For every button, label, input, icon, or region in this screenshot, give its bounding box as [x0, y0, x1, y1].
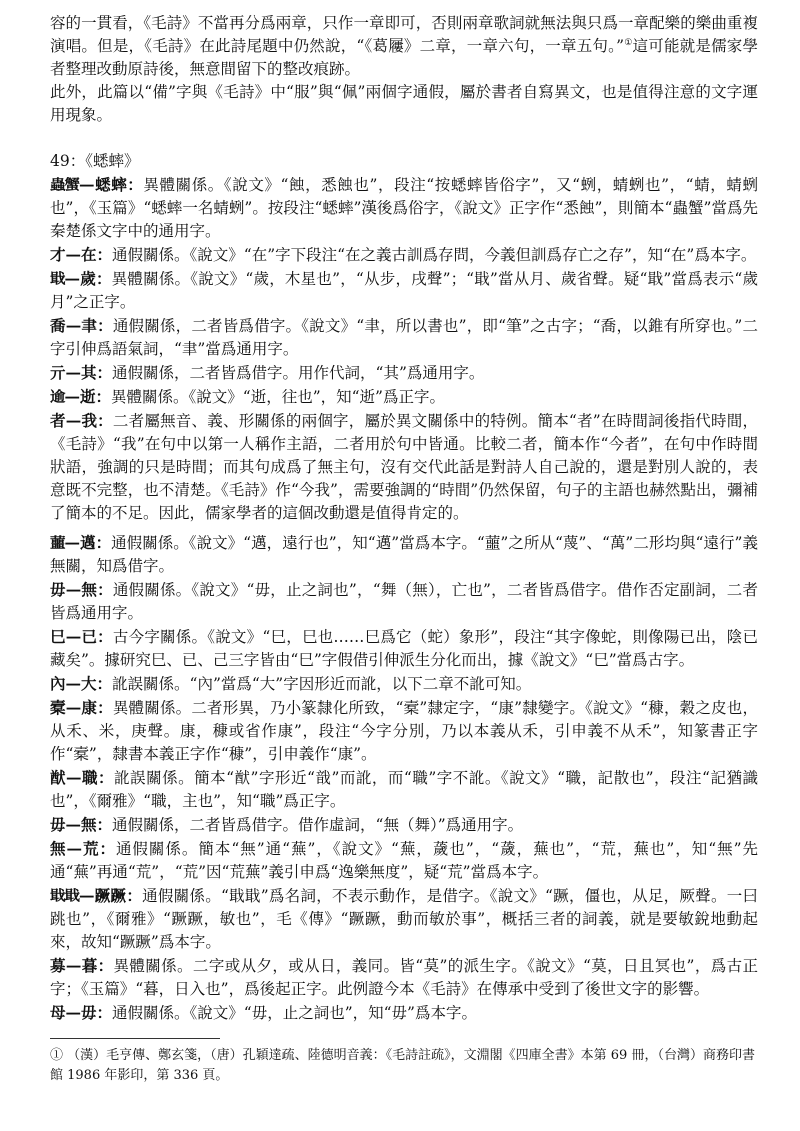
entry-body: 異體關係。二字或从夕，或从日，義同。皆“莫”的派生字。《說文》“莫，日且冥也”，爲古正字；《玉篇》“暮，日入也”，爲後起正字。此例證今本《毛詩》在傳承中受到了後世文字的影響。 — [50, 957, 758, 998]
entry-body: 異體關係。《說文》“歲，木星也”，“从步，戌聲”；“戢”當从月、歲省聲。疑“戢”當爲表示“歲月”之正字。 — [50, 270, 758, 311]
entry-body: 異體關係。二者形異，乃小篆隸化所致，“槖”隸定字，“康”隸變字。《說文》“穅，穀之皮也，从禾、米，庚聲。康，穅或省作康”，段注“今字分別，乃以本義从禾，引申義不从禾”，知篆書正字作“槖”，隸書本義正字作“穅”，引申義作“康”。 — [50, 699, 758, 763]
glossary-entry — [50, 766, 758, 813]
glossary-entry — [50, 837, 758, 884]
glossary-entry — [50, 267, 758, 314]
glossary-entry — [50, 696, 758, 766]
entry-body: 通假關係。簡本“無”通“蕪”，《說文》“蕪，薉也”，“薉，蕪也”，“荒，蕪也”，知“無”先通“蕪”再通“荒”，“荒”因“荒蕪”義引申爲“逸樂無度”，疑“荒”當爲本字。 — [50, 840, 758, 881]
glossary-entry — [50, 409, 758, 525]
entry-heading: 毋—無： — [50, 815, 113, 834]
entry-body: 訛誤關係。“內”當爲“大”字因形近而訛，以下二章不訛可知。 — [112, 675, 532, 693]
entry-heading: —邁： — [64, 533, 112, 552]
entry-heading: 母—毋： — [50, 1003, 113, 1022]
intro-paragraph-1 — [50, 12, 758, 81]
glossary-entry — [50, 314, 758, 361]
entry-body: 訛誤關係。簡本“猷”字形近“戠”而訛，而“職”字不訛。《說文》“職，記散也”，段注“記猶識也”，《爾雅》“職，主也”，知“職”爲正字。 — [50, 769, 758, 810]
footnote-marker: ① — [50, 1048, 64, 1063]
entry-body: 通假關係。《說文》“毋，止之詞也”，知“毋”爲本字。 — [112, 1004, 477, 1022]
glossary-entry — [50, 173, 758, 243]
glossary-entry — [50, 243, 758, 267]
entry-heading: 槖—康： — [50, 698, 113, 717]
footnote-reference[interactable]: ① — [624, 37, 633, 48]
glossary-entry — [50, 361, 758, 385]
intro-paragraph-2: 此外，此篇以“備”字與《毛詩》中“服”與“佩”兩個字通假，屬於書者自寫異文，也是值得注意的文字運用現象。 — [50, 83, 758, 124]
entry-body: 通假關係。《說文》“毋，止之詞也”，“舞（無），亡也”，二者皆爲借字。借作否定副詞，二者皆爲通用字。 — [50, 581, 758, 622]
glossary-entry — [50, 385, 758, 409]
entry-heading: 募—暮： — [50, 956, 114, 975]
entry-body: 異體關係。《說文》“蝕，悉蝕也”，段注“按蟋蟀皆俗字”，又“蛚，蜻蛚也”，“蜻，蜻蛚也”，《玉篇》“蟋蟀一名蜻蛚”。按段注“蟋蟀”漢後爲俗字，《說文》正字作“悉蝕”，則簡本“蟲蟹”當爲先秦楚係文字中的通用字。 — [50, 176, 758, 240]
variant-glyph: 蘁 — [50, 534, 65, 552]
entry-heading: 巳—已： — [50, 627, 113, 646]
glossary-entry — [50, 531, 758, 578]
entry-body: 二者屬無音、義、形關係的兩個字，屬於異文關係中的特例。簡本“者”在時間詞後指代時間，《毛詩》“我”在句中以第一人稱作主語，二者用於句中皆通。比較二者，簡本作“今者”，在句中作時間狀語，強調的只是時間；而其句成爲了無主句，沒有交代此話是對詩人自己說的，還是對別人說的，表意既不完整，也不清楚。《毛詩》作“今我”，需要強調的“時間”仍然保留，句子的主語也赫然點出，彌補了簡本的不足。因此，儒家學者的這個改動還是值得肯定的。 — [50, 412, 758, 522]
entry-heading: 內—大： — [50, 674, 113, 693]
entry-heading: 猷—職： — [50, 768, 115, 787]
entry-heading: 喬—聿： — [50, 316, 113, 335]
entry-body: 通假關係，二者皆爲借字。用作代詞，“其”爲通用字。 — [112, 364, 485, 382]
entry-heading: 才—在： — [50, 245, 113, 264]
section-gap — [50, 127, 758, 150]
glossary-entry — [50, 672, 758, 696]
section-title: 49：《蟋蟀》 — [50, 152, 140, 170]
glossary-entry — [50, 954, 758, 1001]
variant-glyph: 蟲蟹 — [50, 176, 80, 194]
variant-glyph: 逾 — [50, 388, 65, 406]
variant-glyph: 戢 — [50, 270, 65, 288]
entry-heading: —歲： — [64, 269, 112, 288]
glossary-entry — [50, 578, 758, 625]
intro-paragraph-1-tail: 這可能就是儒家學者整理改動原詩後，無意間留下的整改痕跡。 — [50, 37, 758, 78]
entry-body: 異體關係。《說文》“逝，往也”，知“逝”爲正字。 — [111, 388, 445, 406]
entry-body: 通假關係。“戢戢”爲名詞，不表示動作，是借字。《說文》“蹶，僵也，从足，厥聲。一曰跳也”，《爾雅》“蹶蹶，敏也”，毛《傳》“蹶蹶，動而敏於事”，概括三者的詞義，就是要敏銳地動起來，故知“蹶蹶”爲本字。 — [50, 887, 758, 951]
entry-heading: —蟋蟀： — [79, 175, 144, 194]
intro-text — [50, 12, 758, 127]
footnote — [50, 1046, 758, 1086]
entry-heading: —蹶蹶： — [79, 886, 143, 905]
glossary-entry — [50, 1001, 758, 1025]
entry-list — [50, 173, 758, 1025]
footnote-divider — [50, 1038, 220, 1039]
entry-body: 通假關係，二者皆爲借字。借作虛詞，“無（舞）”爲通用字。 — [112, 816, 524, 834]
glossary-entry — [50, 625, 758, 672]
entry-body: 通假關係。《說文》“在”字下段注“在之義古訓爲存問，今義但訓爲存亡之存”，知“在”爲本字。 — [112, 246, 757, 264]
entry-heading: 亓—其： — [50, 363, 113, 382]
entry-heading: 毋—無： — [50, 580, 113, 599]
intro-paragraph-1-text: 容的一貫看，《毛詩》不當再分爲兩章，只作一章即可，否則兩章歌詞就無法與只爲一章配樂的樂曲重複演唱。但是，《毛詩》在此詩尾題中仍然說，“《葛屨》二章，一章六句，一章五句。” — [50, 14, 758, 55]
entry-body: 通假關係。《說文》“邁，遠行也”，知“邁”當爲本字。“蘁”之所从“蔑”、“萬”二形均與“遠行”義無關，知爲借字。 — [50, 534, 758, 575]
document-page — [50, 12, 758, 1025]
glossary-entry — [50, 813, 758, 837]
entry-body: 通假關係，二者皆爲借字。《說文》“聿，所以書也”，即“筆”之古字；“喬，以錐有所穿也。”二字引伸爲語氣詞，“聿”當爲通用字。 — [50, 317, 758, 358]
entry-body: 古今字關係。《說文》“巳，巳也……巳爲它（蛇）象形”，段注“其字像蛇，則像陽已出，陰已藏矣”。據研究巳、已、己三字皆由“巳”字假借引伸派生分化而出，據《說文》“巳”當爲古字。 — [50, 628, 758, 669]
glossary-entry — [50, 884, 758, 954]
footnote-text: （漢）毛亨傳、鄭玄箋，（唐）孔穎達疏、陸德明音義：《毛詩註疏》，文淵閣《四庫全書》本第 69 冊，（台灣）商務印書館 1986 年影印，第 336 頁。 — [50, 1048, 755, 1083]
entry-heading: 者—我： — [50, 411, 113, 430]
entry-heading: 無—荒： — [50, 839, 116, 858]
variant-glyph: 戢戢 — [50, 887, 80, 905]
entry-heading: —逝： — [64, 387, 112, 406]
